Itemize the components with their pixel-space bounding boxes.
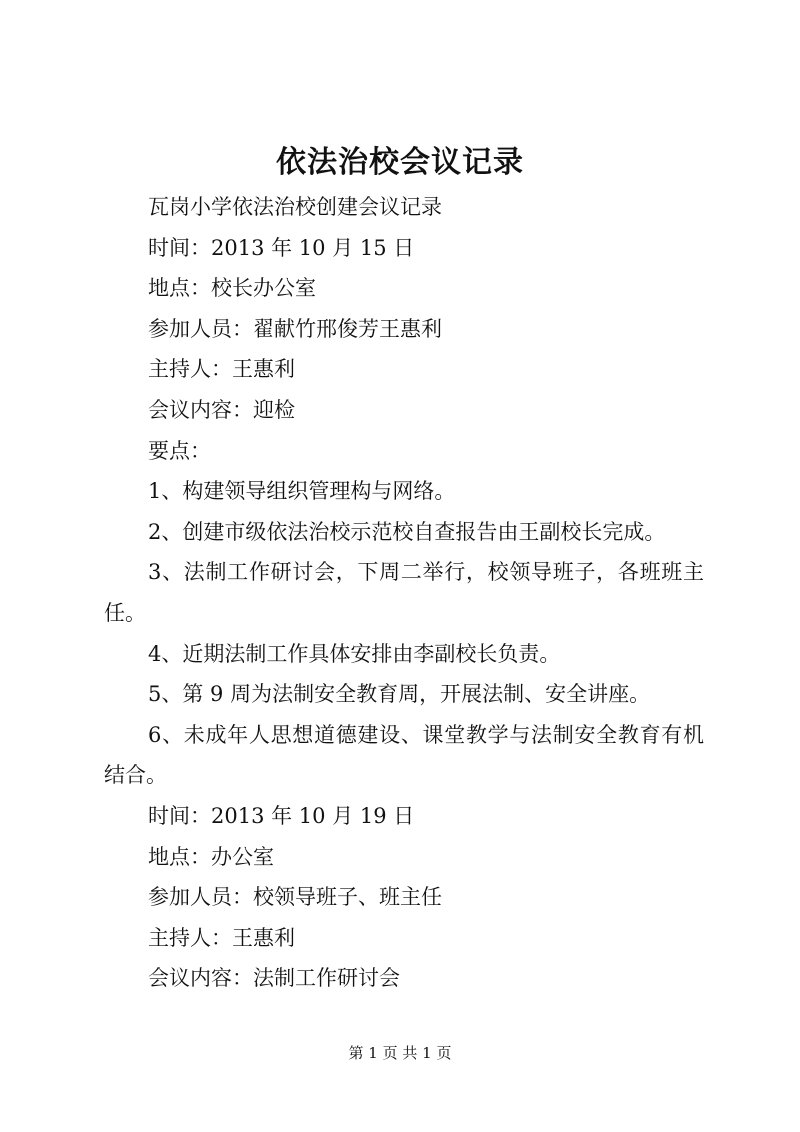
document-body bbox=[104, 187, 704, 999]
key-point-6: 6、未成年人思想道德建设、课堂教学与法制安全教育有机结合。 bbox=[104, 722, 704, 788]
meeting2-location: 地点：办公室 bbox=[148, 844, 274, 869]
key-point-3: 3、法制工作研讨会，下周二举行，校领导班子，各班班主任。 bbox=[104, 560, 704, 625]
key-points-heading: 要点： bbox=[148, 438, 211, 463]
meeting1-location: 地点：校长办公室 bbox=[148, 276, 316, 301]
document-title: 依法治校会议记录 bbox=[276, 145, 524, 180]
subtitle-paragraph: 瓦岗小学依法治校创建会议记录 bbox=[148, 195, 442, 219]
meeting1-attendees: 参加人员：翟献竹邢俊芳王惠利 bbox=[148, 316, 442, 341]
meeting2-attendees: 参加人员：校领导班子、班主任 bbox=[148, 885, 442, 910]
key-point-4: 4、近期法制工作具体安排由李副校长负责。 bbox=[148, 641, 561, 666]
meeting1-time: 时间：2013 年 10 月 15 日 bbox=[148, 235, 415, 260]
key-point-5: 5、第 9 周为法制安全教育周，开展法制、安全讲座。 bbox=[148, 682, 651, 707]
meeting2-content: 会议内容：法制工作研讨会 bbox=[148, 966, 400, 991]
key-point-1: 1、构建领导组织管理构与网络。 bbox=[148, 479, 456, 504]
meeting2-host: 主持人：王惠利 bbox=[148, 925, 295, 950]
meeting2-time: 时间：2013 年 10 月 19 日 bbox=[148, 803, 415, 828]
key-point-2: 2、创建市级依法治校示范校自查报告由王副校长完成。 bbox=[148, 519, 666, 544]
page-footer: 第 1 页 共 1 页 bbox=[348, 1044, 452, 1062]
meeting1-host: 主持人：王惠利 bbox=[148, 357, 295, 382]
meeting1-content: 会议内容：迎检 bbox=[148, 397, 295, 422]
